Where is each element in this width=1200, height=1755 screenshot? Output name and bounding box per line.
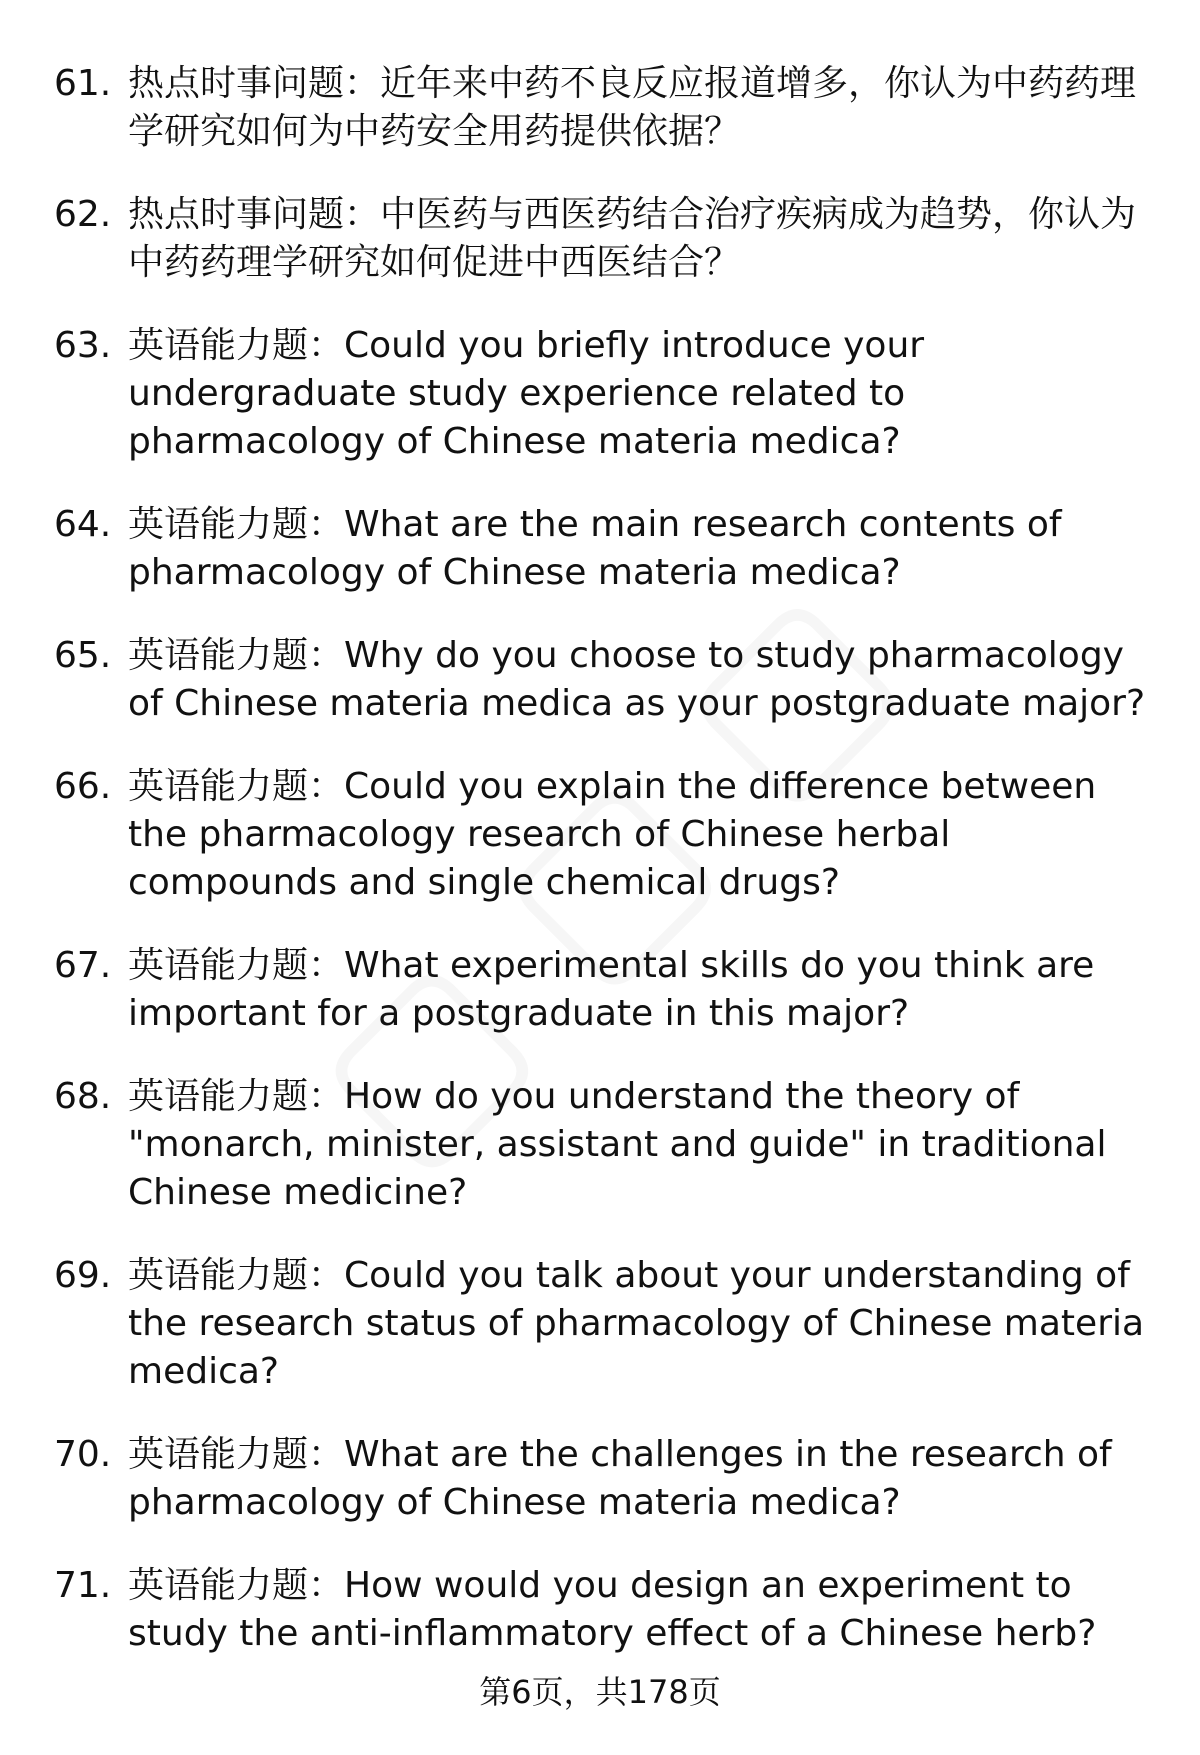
question-item	[0, 191, 1200, 287]
question-text: 英语能力题：What experimental skills do you think are important for a postgraduate in this major?	[128, 945, 1095, 1034]
question-number: 63.	[54, 325, 112, 366]
question-item	[0, 501, 1200, 597]
question-text: 英语能力题：How do you understand the theory of "monarch, minister, assistant and guide" in traditional Chinese medicine?	[128, 1076, 1107, 1213]
question-number: 62.	[54, 194, 112, 235]
question-text: 英语能力题：Could you briefly introduce your undergraduate study experience related to pharmacology of Chinese materia medica?	[128, 325, 925, 462]
question-text: 英语能力题：Could you explain the difference between the pharmacology research of Chinese herbal compounds and single chemical drugs?	[128, 766, 1097, 903]
question-text: 英语能力题：How would you design an experiment to study the anti-inflammatory effect of a Chinese herb?	[128, 1565, 1097, 1654]
question-item	[0, 763, 1200, 907]
question-number: 66.	[54, 766, 112, 807]
question-item	[0, 632, 1200, 728]
question-item	[0, 1252, 1200, 1396]
question-number: 64.	[54, 504, 112, 545]
question-text: 英语能力题：Could you talk about your understanding of the research status of pharmacology of Chinese materia medica?	[128, 1255, 1145, 1392]
question-number: 61.	[54, 63, 112, 104]
question-list	[0, 60, 1200, 1693]
question-text: 英语能力题：What are the main research contents of pharmacology of Chinese materia medica?	[128, 504, 1062, 593]
question-item	[0, 1562, 1200, 1658]
question-text: 热点时事问题：中医药与西医药结合治疗疾病成为趋势，你认为中药药理学研究如何促进中西医结合？	[128, 194, 1137, 283]
question-number: 71.	[54, 1565, 112, 1606]
question-item	[0, 60, 1200, 156]
question-text: 英语能力题：Why do you choose to study pharmacology of Chinese materia medica as your postgraduate major?	[128, 635, 1146, 724]
question-number: 65.	[54, 635, 112, 676]
question-number: 70.	[54, 1434, 112, 1475]
question-item	[0, 1073, 1200, 1217]
page-number-label: 第6页，共178页	[479, 1673, 721, 1711]
question-number: 67.	[54, 945, 112, 986]
question-item	[0, 1431, 1200, 1527]
question-item	[0, 942, 1200, 1038]
question-text: 英语能力题：What are the challenges in the research of pharmacology of Chinese materia medica?	[128, 1434, 1112, 1523]
question-number: 68.	[54, 1076, 112, 1117]
question-item	[0, 322, 1200, 466]
page-footer	[0, 1670, 1200, 1714]
question-text: 热点时事问题：近年来中药不良反应报道增多，你认为中药药理学研究如何为中药安全用药提供依据？	[128, 63, 1137, 152]
question-number: 69.	[54, 1255, 112, 1296]
